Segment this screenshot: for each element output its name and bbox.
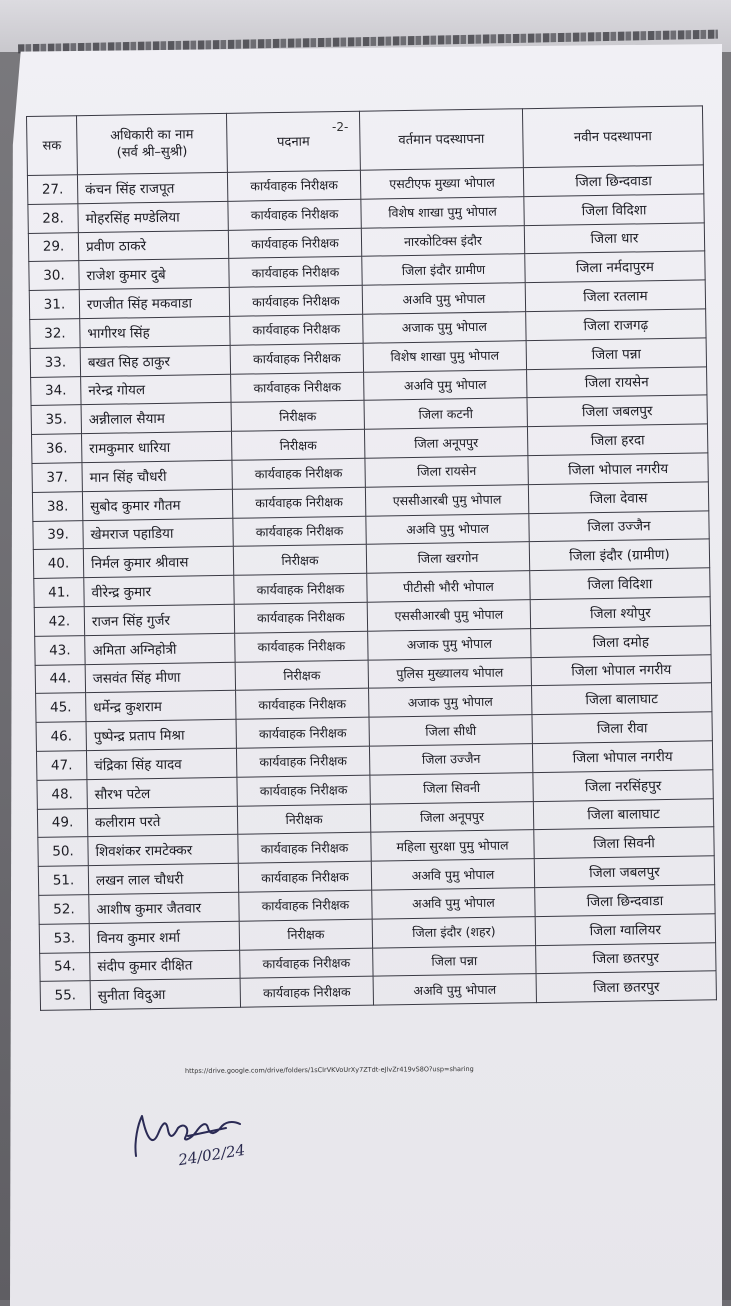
cell-current-posting: जिला अनूपपुर (370, 801, 533, 832)
cell-serial-number: 40. (33, 549, 83, 579)
cell-officer-name: जसवंत सिंह मीणा (85, 662, 235, 693)
cell-officer-name: संदीप कुमार दीक्षित (90, 950, 240, 981)
cell-new-posting: जिला बालाघाट (533, 798, 713, 830)
cell-new-posting: जिला नर्मदापुरम (525, 251, 705, 283)
header-name-line2: (सर्व श्री–सुश्री) (116, 144, 188, 161)
cell-designation: कार्यवाहक निरीक्षक (237, 775, 370, 806)
cell-current-posting: जिला रायसेन (365, 456, 528, 487)
cell-new-posting: जिला भोपाल नगरीय (531, 654, 711, 686)
cell-serial-number: 36. (32, 434, 82, 464)
cell-new-posting: जिला हरदा (527, 424, 707, 456)
cell-officer-name: विनय कुमार शर्मा (89, 921, 239, 952)
cell-designation: निरीक्षक (231, 429, 364, 460)
cell-serial-number: 32. (30, 319, 80, 349)
cell-officer-name: सुनीता विदुआ (90, 979, 240, 1010)
cell-new-posting: जिला छिन्दवाडा (535, 885, 715, 917)
cell-new-posting: जिला उज्जैन (529, 510, 709, 542)
cell-serial-number: 53. (39, 923, 89, 953)
cell-new-posting: जिला रायसेन (527, 366, 707, 398)
cell-current-posting: अजाक पुमु भोपाल (363, 312, 526, 343)
cell-serial-number: 55. (40, 981, 90, 1011)
cell-new-posting: जिला ग्वालियर (535, 913, 715, 945)
cell-new-posting: जिला छतरपुर (536, 942, 716, 974)
cell-new-posting: जिला सिवनी (534, 827, 714, 859)
cell-new-posting: जिला छिन्दवाडा (523, 165, 703, 197)
cell-officer-name: पुष्पेन्द्र प्रताप मिश्रा (86, 719, 236, 750)
cell-designation: निरीक्षक (239, 919, 372, 950)
cell-designation: कार्यवाहक निरीक्षक (231, 372, 364, 403)
cell-designation: कार्यवाहक निरीक्षक (238, 861, 371, 892)
cell-designation: कार्यवाहक निरीक्षक (234, 573, 367, 604)
cell-new-posting: जिला भोपाल नगरीय (532, 741, 712, 773)
cell-current-posting: अअवि पुमु भोपाल (371, 859, 534, 890)
cell-designation: कार्यवाहक निरीक्षक (230, 314, 363, 345)
cell-serial-number: 31. (29, 290, 79, 320)
cell-current-posting: पुलिस मुख्यालय भोपाल (368, 657, 531, 688)
cell-serial-number: 54. (40, 952, 90, 982)
cell-current-posting: अअवि पुमु भोपाल (373, 974, 536, 1005)
cell-designation: निरीक्षक (235, 660, 368, 691)
cell-designation: कार्यवाहक निरीक्षक (230, 343, 363, 374)
cell-designation: कार्यवाहक निरीक्षक (234, 602, 367, 633)
cell-new-posting: जिला बालाघाट (532, 683, 712, 715)
cell-designation: कार्यवाहक निरीक्षक (240, 948, 373, 979)
cell-serial-number: 33. (30, 347, 80, 377)
cell-officer-name: कलीराम परते (87, 806, 237, 837)
cell-current-posting: एससीआरबी पुमु भोपाल (367, 600, 530, 631)
cell-officer-name: अन्नीलाल सैयाम (81, 403, 231, 434)
cell-officer-name: वीरेन्द्र कुमार (84, 575, 234, 606)
cell-current-posting: जिला सिवनी (370, 772, 533, 803)
cell-designation: कार्यवाहक निरीक्षक (229, 257, 362, 288)
cell-new-posting: जिला नरसिंहपुर (533, 770, 713, 802)
cell-officer-name: नरेन्द्र गोयल (81, 374, 231, 405)
posting-table (26, 105, 717, 1011)
cell-current-posting: अजाक पुमु भोपाल (368, 628, 531, 659)
cell-current-posting: एससीआरबी पुमु भोपाल (365, 484, 528, 515)
cell-serial-number: 46. (36, 722, 86, 752)
cell-serial-number: 49. (37, 808, 87, 838)
cell-officer-name: रामकुमार धारिया (81, 431, 231, 462)
cell-serial-number: 52. (39, 895, 89, 925)
cell-new-posting: जिला विदिशा (530, 568, 710, 600)
cell-designation: कार्यवाहक निरीक्षक (232, 458, 365, 489)
table-body (27, 165, 716, 1011)
cell-serial-number: 34. (31, 376, 81, 406)
cell-officer-name: चंद्रिका सिंह यादव (86, 748, 236, 779)
cell-officer-name: अमिता अग्निहोत्री (85, 633, 235, 664)
table-header-row (27, 106, 704, 176)
cell-officer-name: राजन सिंह गुर्जर (84, 604, 234, 635)
cell-officer-name: शिवशंकर रामटेक्कर (88, 835, 238, 866)
cell-officer-name: बखत सिह ठाकुर (80, 345, 230, 376)
cell-current-posting: जिला इंदौर (शहर) (372, 916, 535, 947)
cell-serial-number: 47. (36, 751, 86, 781)
cell-current-posting: विशेष शाखा पुमु भोपाल (361, 196, 524, 227)
cell-officer-name: मोहरसिंह मण्डेलिया (78, 201, 228, 232)
cell-serial-number: 43. (35, 635, 85, 665)
cell-new-posting: जिला श्योपुर (530, 597, 710, 629)
header-name (77, 113, 228, 174)
cell-current-posting: एसटीएफ मुख्या भोपाल (360, 168, 523, 199)
cell-serial-number: 41. (34, 578, 84, 608)
cell-officer-name: आशीष कुमार जैतवार (89, 892, 239, 923)
cell-designation: कार्यवाहक निरीक्षक (227, 170, 360, 201)
cell-current-posting: नारकोटिक्स इंदौर (361, 225, 524, 256)
cell-designation: कार्यवाहक निरीक्षक (238, 833, 371, 864)
cell-serial-number: 30. (29, 261, 79, 291)
cell-officer-name: भागीरथ सिंह (80, 316, 230, 347)
cell-designation: कार्यवाहक निरीक्षक (235, 631, 368, 662)
cell-designation: निरीक्षक (237, 804, 370, 835)
cell-current-posting: जिला पन्ना (373, 945, 536, 976)
header-new-posting: नवीन पदस्थापना (522, 106, 703, 168)
cell-current-posting: अजाक पुमु भोपाल (369, 686, 532, 717)
cell-new-posting: जिला पन्ना (526, 338, 706, 370)
cell-new-posting: जिला इंदौर (ग्रामीण) (529, 539, 709, 571)
cell-current-posting: पीटीसी भौरी भोपाल (367, 571, 530, 602)
cell-designation: कार्यवाहक निरीक्षक (232, 487, 365, 518)
page-number: -2- (332, 120, 349, 134)
cell-serial-number: 42. (34, 607, 84, 637)
footer-link[interactable]: https://drive.google.com/drive/folders/1sCIrVKVoUrXy7ZTdt-eJlvZr419vS8O?usp=sharing (184, 1064, 474, 1076)
cell-serial-number: 29. (28, 232, 78, 262)
cell-current-posting: जिला सीधी (369, 715, 532, 746)
posting-table-wrapper (26, 105, 716, 1011)
cell-current-posting: अअवि पुमु भोपाल (366, 513, 529, 544)
cell-current-posting: जिला इंदौर ग्रामीण (362, 254, 525, 285)
cell-officer-name: सौरभ पटेल (87, 777, 237, 808)
cell-serial-number: 35. (31, 405, 81, 435)
header-designation: पदनाम (226, 111, 360, 172)
cell-current-posting: जिला खरगोन (366, 542, 529, 573)
cell-new-posting: जिला जबलपुर (534, 856, 714, 888)
cell-designation: निरीक्षक (231, 401, 364, 432)
cell-designation: कार्यवाहक निरीक्षक (236, 717, 369, 748)
cell-current-posting: जिला उज्जैन (369, 744, 532, 775)
cell-serial-number: 44. (35, 664, 85, 694)
cell-serial-number: 27. (27, 175, 77, 205)
cell-new-posting: जिला विदिशा (524, 194, 704, 226)
cell-designation: कार्यवाहक निरीक्षक (236, 746, 369, 777)
cell-serial-number: 45. (36, 693, 86, 723)
cell-serial-number: 50. (38, 837, 88, 867)
cell-current-posting: अअवि पुमु भोपाल (364, 369, 527, 400)
cell-current-posting: जिला अनूपपुर (364, 427, 527, 458)
cell-officer-name: राजेश कुमार दुबे (79, 259, 229, 290)
cell-new-posting: जिला छतरपुर (536, 971, 716, 1003)
cell-designation: कार्यवाहक निरीक्षक (228, 228, 361, 259)
cell-officer-name: कंचन सिंह राजपूत (77, 172, 227, 203)
cell-serial-number: 39. (33, 520, 83, 550)
cell-designation: कार्यवाहक निरीक्षक (240, 976, 373, 1007)
cell-designation: निरीक्षक (233, 545, 366, 576)
cell-current-posting: अअवि पुमु भोपाल (362, 283, 525, 314)
cell-new-posting: जिला जबलपुर (527, 395, 707, 427)
header-current-posting: वर्तमान पदस्थापना (359, 109, 523, 171)
signature-date: 24/02/24 (177, 1140, 247, 1170)
cell-current-posting: विशेष शाखा पुमु भोपाल (363, 340, 526, 371)
cell-new-posting: जिला देवास (528, 482, 708, 514)
cell-designation: कार्यवाहक निरीक्षक (239, 890, 372, 921)
cell-designation: कार्यवाहक निरीक्षक (229, 285, 362, 316)
cell-officer-name: प्रवीण ठाकरे (78, 230, 228, 261)
header-sno: सक (27, 116, 78, 176)
cell-officer-name: रणजीत सिंह मकवाडा (79, 288, 229, 319)
cell-designation: कार्यवाहक निरीक्षक (233, 516, 366, 547)
cell-new-posting: जिला भोपाल नगरीय (528, 453, 708, 485)
cell-new-posting: जिला रतलाम (525, 280, 705, 312)
cell-officer-name: खेमराज पहाडिया (83, 518, 233, 549)
cell-designation: कार्यवाहक निरीक्षक (228, 199, 361, 230)
cell-officer-name: धर्मेन्द्र कुशराम (86, 691, 236, 722)
cell-serial-number: 51. (38, 866, 88, 896)
cell-current-posting: जिला कटनी (364, 398, 527, 429)
header-name-line1: अधिकारी का नाम (110, 127, 194, 144)
cell-current-posting: महिला सुरक्षा पुमु भोपाल (371, 830, 534, 861)
cell-new-posting: जिला दमोह (531, 626, 711, 658)
cell-serial-number: 38. (32, 491, 82, 521)
cell-designation: कार्यवाहक निरीक्षक (236, 689, 369, 720)
cell-serial-number: 37. (32, 463, 82, 493)
cell-officer-name: मान सिंह चौधरी (82, 460, 232, 491)
cell-current-posting: अअवि पुमु भोपाल (372, 888, 535, 919)
cell-new-posting: जिला रीवा (532, 712, 712, 744)
cell-officer-name: सुबोद कुमार गौतम (82, 489, 232, 520)
cell-officer-name: लखन लाल चौधरी (88, 863, 238, 894)
cell-serial-number: 48. (37, 779, 87, 809)
cell-new-posting: जिला धार (524, 222, 704, 254)
cell-serial-number: 28. (28, 203, 78, 233)
cell-new-posting: जिला राजगढ़ (526, 309, 706, 341)
cell-officer-name: निर्मल कुमार श्रीवास (83, 547, 233, 578)
